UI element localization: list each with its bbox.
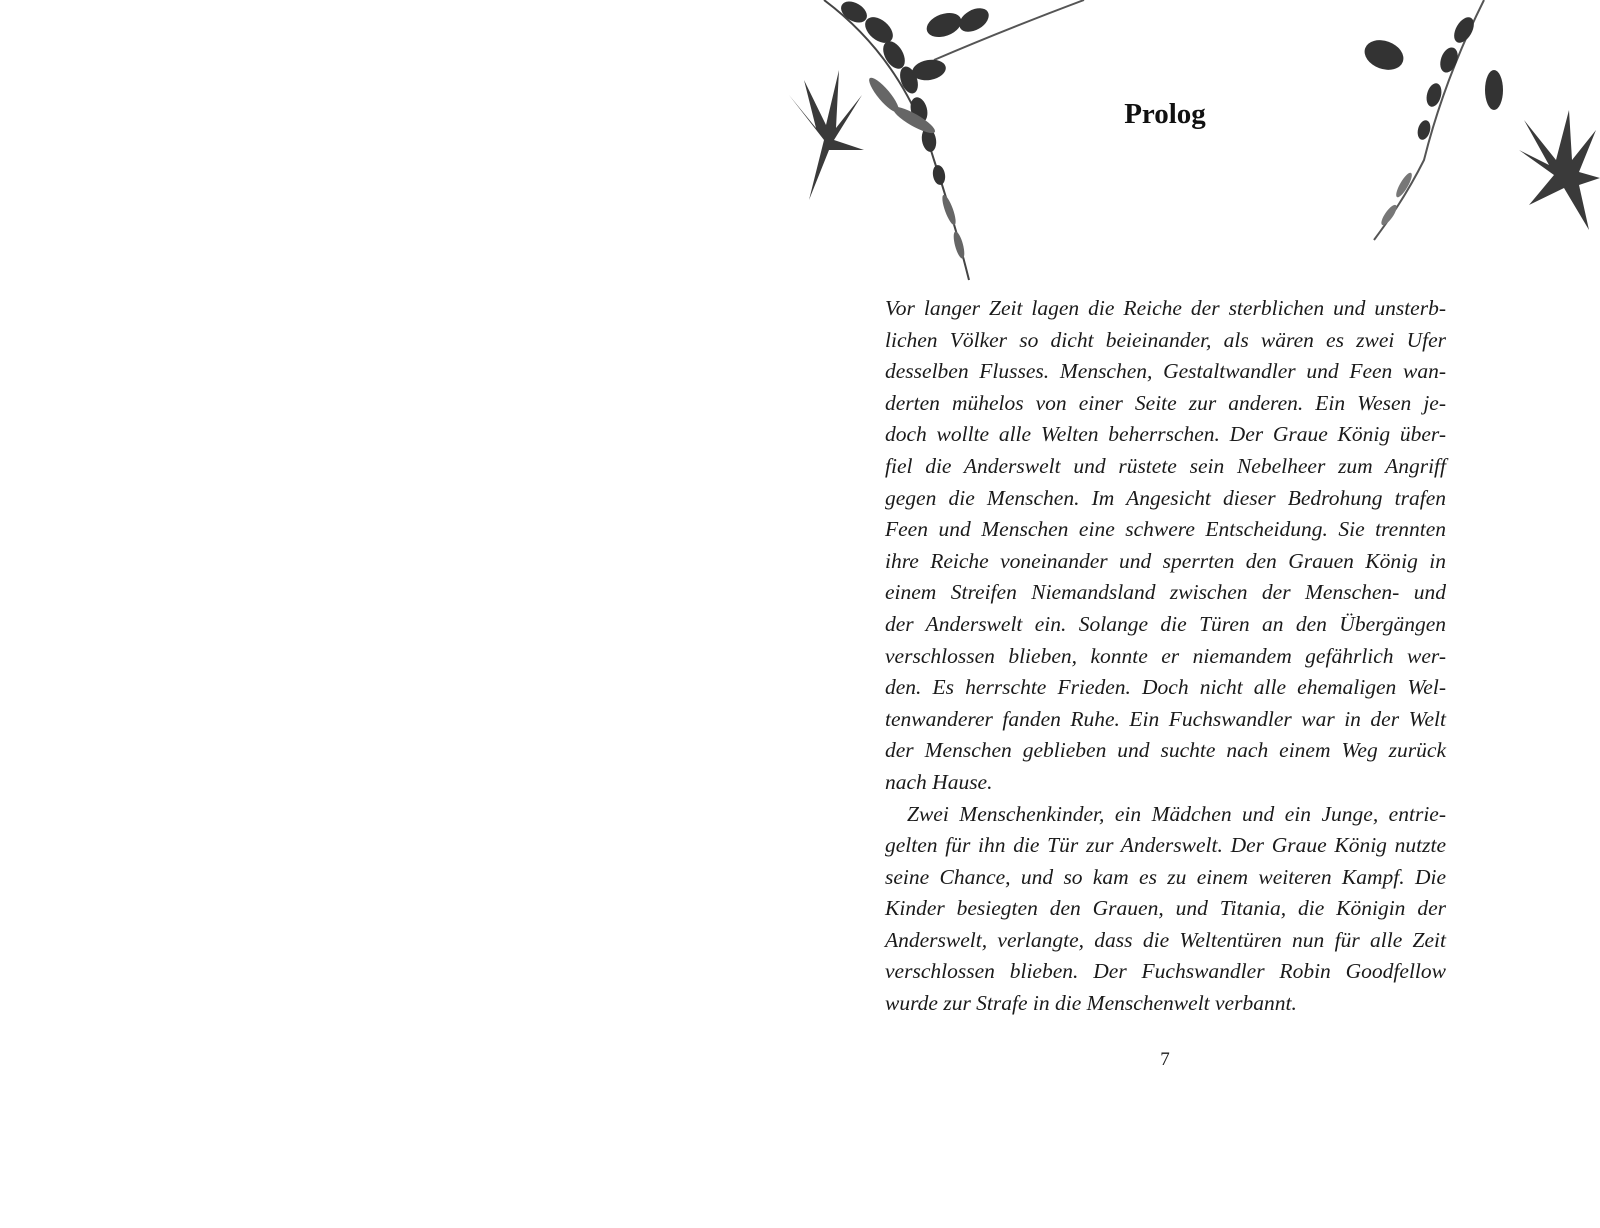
left-blank-page — [0, 0, 784, 1228]
text-line: derten mühelos von einer Seite zur anderen. Ein Wesen je- — [885, 390, 1446, 415]
text-line: den. Es herrschte Frieden. Doch nicht alle ehemaligen Wel- — [885, 675, 1446, 700]
text-line: der Menschen geblieben und suchte nach einem Weg zurück — [885, 738, 1446, 763]
text-line: doch wollte alle Welten beherrschen. Der Graue König über- — [885, 422, 1446, 447]
text-line: gelten für ihn die Tür zur Anderswelt. Der Graue König nutzte — [885, 833, 1446, 858]
text-line: desselben Flusses. Menschen, Gestaltwandler und Feen wan- — [885, 359, 1446, 384]
text-line: verschlossen blieben, konnte er niemandem gefährlich wer- — [885, 643, 1446, 668]
text-line: Kinder besiegten den Grauen, und Titania, die Königin der — [885, 896, 1446, 921]
text-line: Anderswelt, verlangte, dass die Weltentüren nun für alle Zeit — [885, 927, 1446, 952]
text-line: einem Streifen Niemandsland zwischen der Menschen- und — [885, 580, 1446, 605]
text-line: gegen die Menschen. Im Angesicht dieser Bedrohung trafen — [885, 485, 1446, 510]
text-line: verschlossen blieben. Der Fuchswandler Robin Goodfellow — [885, 959, 1446, 984]
text-line: ihre Reiche voneinander und sperrten den Grauen König in — [885, 548, 1446, 573]
text-line: tenwanderer fanden Ruhe. Ein Fuchswandler war in der Welt — [885, 706, 1446, 731]
paragraph — [885, 799, 1446, 1020]
body-text — [885, 293, 1446, 1020]
text-line: Vor langer Zeit lagen die Reiche der sterblichen und unsterb- — [885, 296, 1446, 320]
paragraph — [885, 293, 1446, 799]
chapter-title: Prolog — [1124, 98, 1206, 130]
text-line: seine Chance, und so kam es zu einem weiteren Kampf. Die — [885, 864, 1446, 889]
page-number: 7 — [1160, 1049, 1170, 1070]
text-line: nach Hause. — [885, 769, 993, 794]
leaf-illustration-left — [789, 0, 1084, 280]
text-line: der Anderswelt ein. Solange die Türen an den Übergängen — [885, 611, 1446, 636]
leaf-illustration — [784, 0, 1600, 290]
text-line: fiel die Anderswelt und rüstete sein Nebelheer zum Angriff — [885, 453, 1446, 478]
text-line: lichen Völker so dicht beieinander, als wären es zwei Ufer — [885, 327, 1446, 352]
text-line: Zwei Menschenkinder, ein Mädchen und ein Junge, entrie- — [907, 801, 1446, 826]
text-line: wurde zur Strafe in die Menschenwelt verbannt. — [885, 991, 1297, 1016]
text-line: Feen und Menschen eine schwere Entscheidung. Sie trennten — [885, 517, 1446, 542]
